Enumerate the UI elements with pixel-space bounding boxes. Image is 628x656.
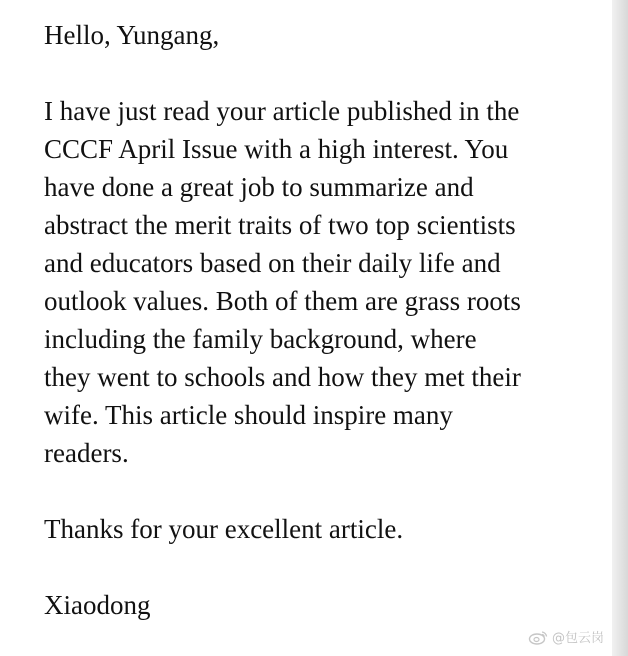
watermark-text: @包云岗 — [551, 631, 604, 646]
signature: Xiaodong — [44, 590, 151, 620]
letter-content — [44, 16, 604, 624]
page-edge-shadow — [612, 0, 628, 656]
closing-line: Thanks for your excellent article. — [44, 514, 404, 544]
weibo-watermark — [528, 627, 604, 646]
weibo-icon — [528, 629, 548, 645]
letter-body: I have just read your article published in the CCCF April Issue with a high interest. You have done a great job to summarize and abstract the merit traits of two top scientists and educators based on their daily life and outlook values. Both of them are grass roots including the family background, where they went to schools and how they met their wife. This article should inspire many readers. — [44, 96, 521, 468]
greeting-line: Hello, Yungang, — [44, 20, 220, 50]
